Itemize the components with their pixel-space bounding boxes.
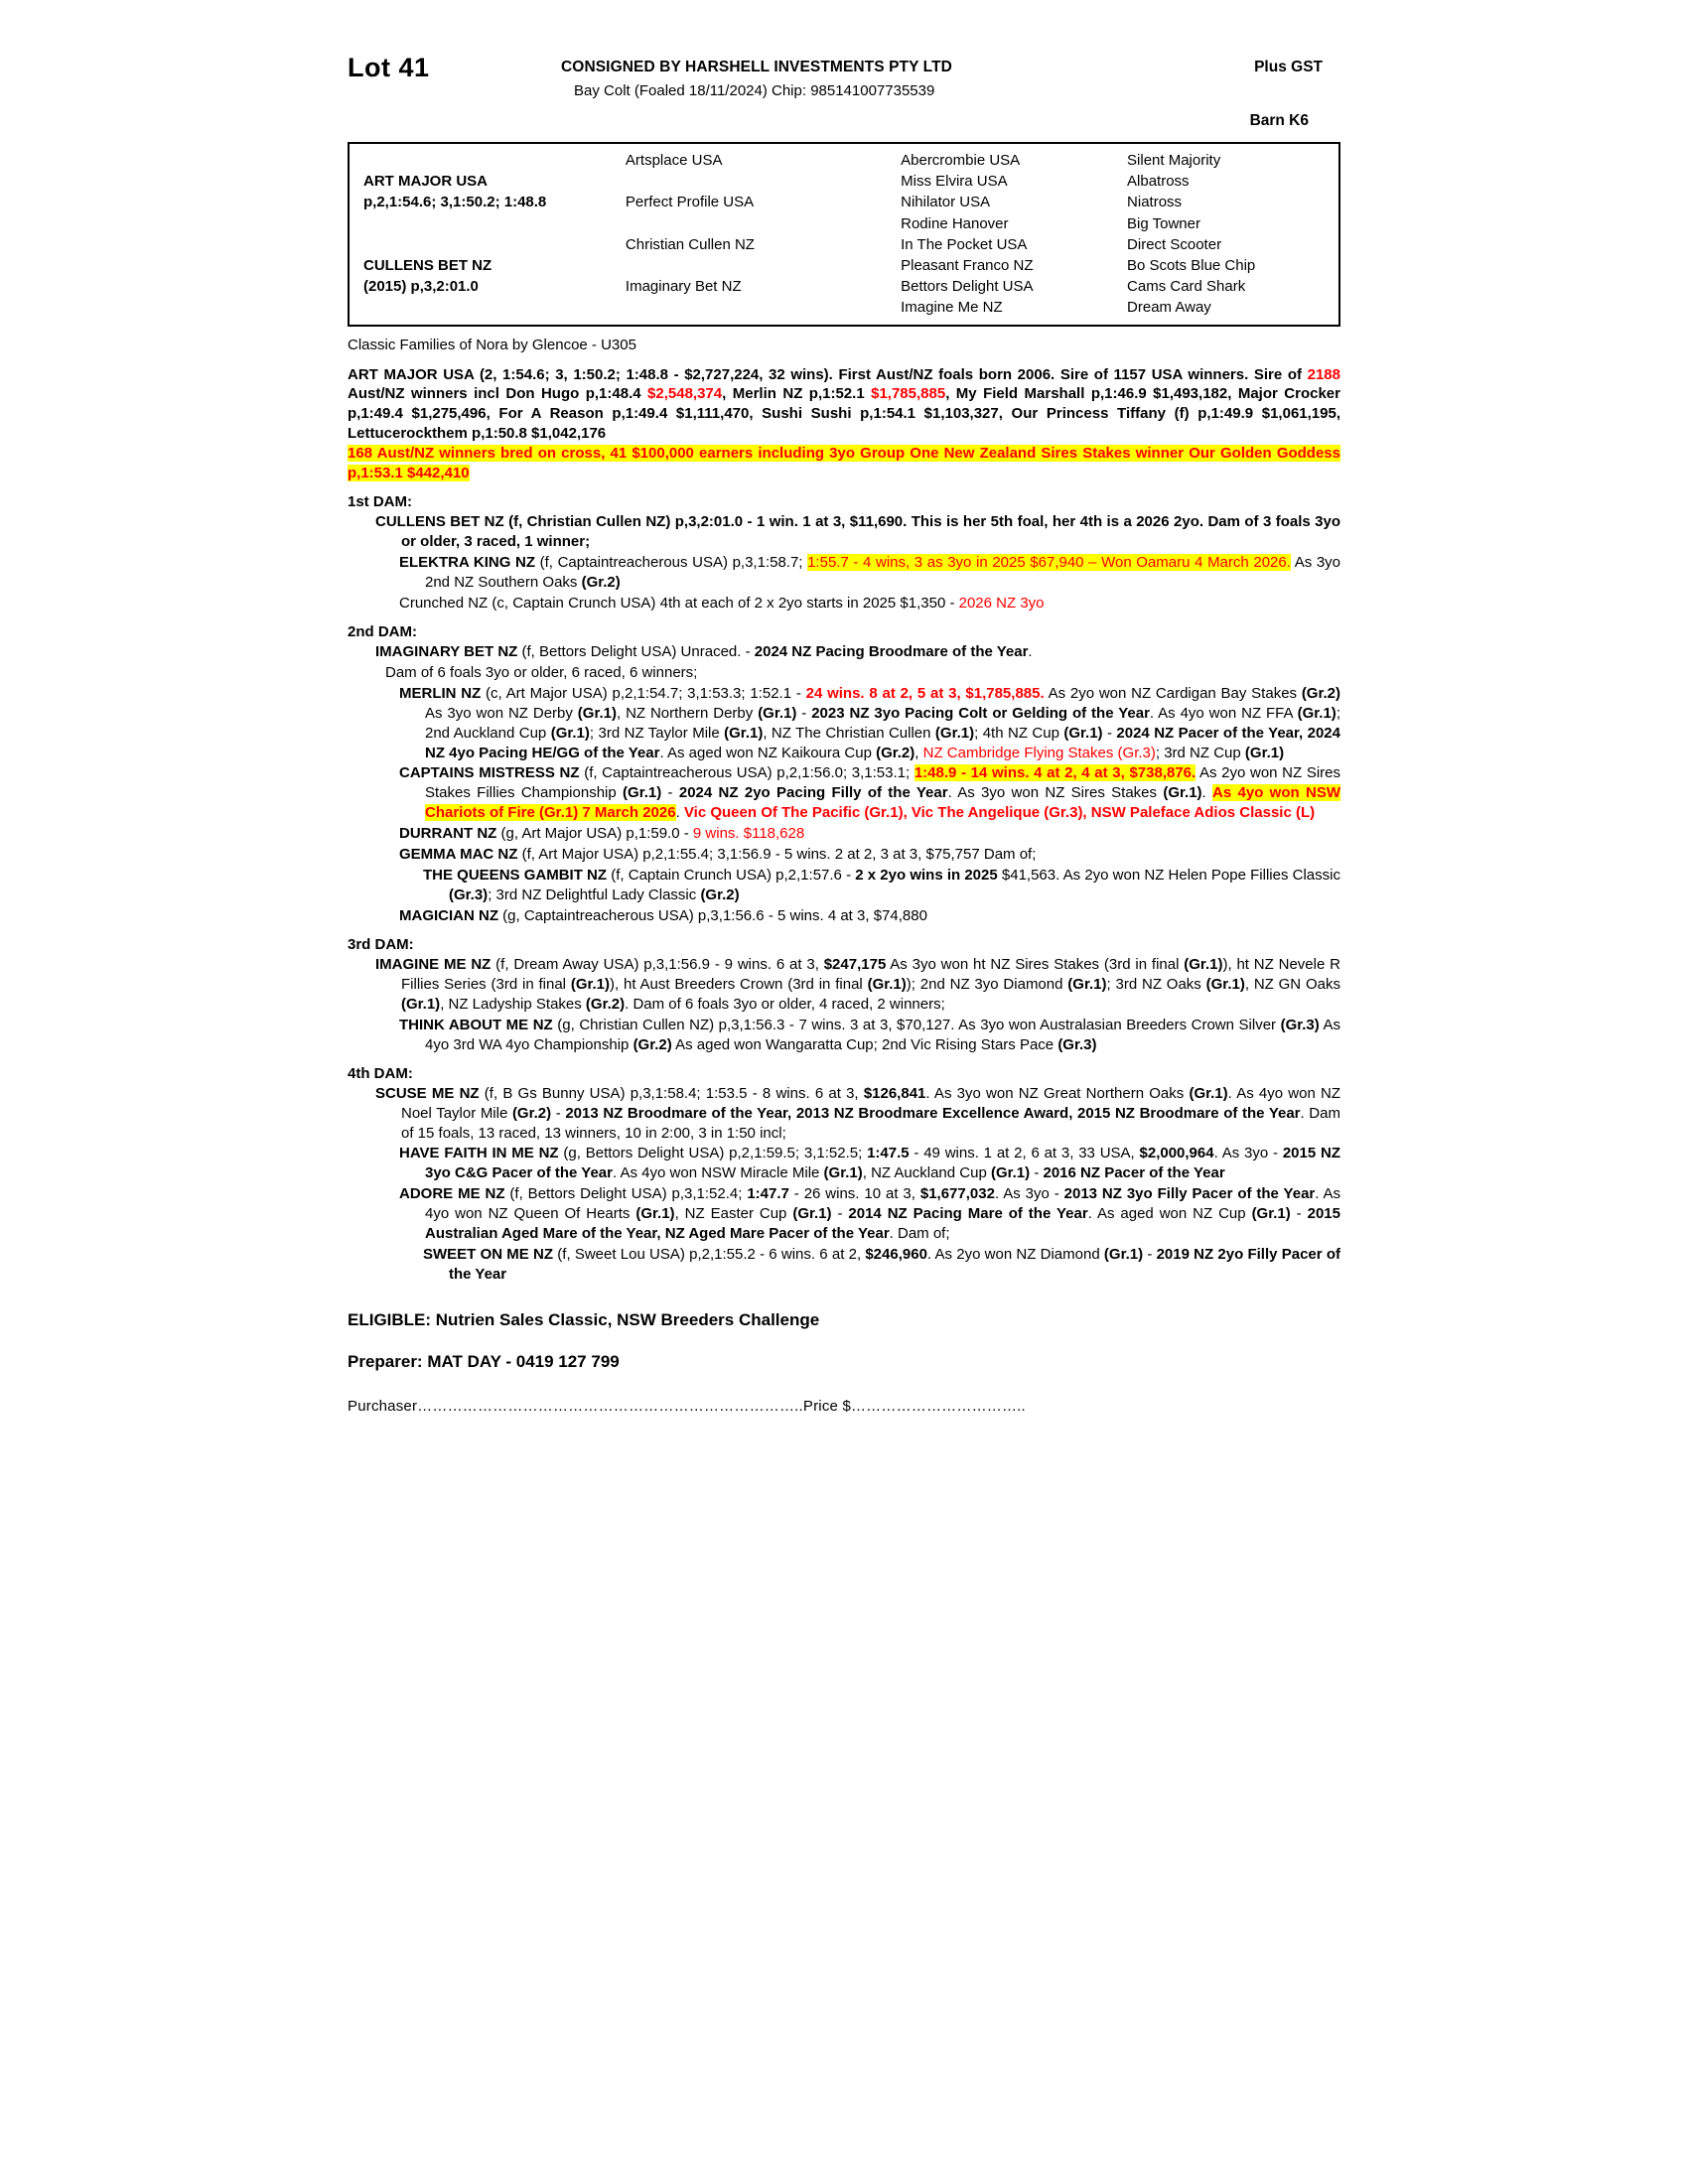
- pedigree-cell-sire-record: p,2,1:54.6; 3,1:50.2; 1:48.8: [363, 194, 547, 211]
- imagine-me-name: IMAGINE ME NZ: [375, 955, 492, 973]
- plus-gst-label: Plus GST: [1254, 59, 1323, 75]
- captains-mistress-name: CAPTAINS MISTRESS NZ: [399, 764, 580, 782]
- sweet-on-me-earnings: $246,960: [865, 1246, 927, 1264]
- have-faith-text-2: - 49 wins. 1 at 2, 6 at 3, 33 USA,: [909, 1145, 1140, 1162]
- merlin-text-1: (c, Art Major USA) p,2,1:54.7; 3,1:53.3; 1:52.1 -: [481, 684, 806, 702]
- pedigree-cell-gen3: Nihilator USA: [901, 194, 991, 211]
- merlin-grade-7: (Gr.1): [934, 724, 975, 742]
- merlin-grade-8: (Gr.1): [1063, 724, 1103, 742]
- merlin-grade-10: (Gr.1): [1244, 744, 1285, 761]
- merlin-grade-4: (Gr.1): [1297, 704, 1336, 722]
- imaginary-bet-award: 2024 NZ Pacing Broodmare of the Year: [754, 642, 1029, 660]
- merlin-grade-3: (Gr.1): [758, 704, 797, 722]
- pedigree-cell-sire-name: ART MAJOR USA: [363, 173, 489, 191]
- merlin-text-6: . As 4yo won NZ FFA: [1149, 704, 1298, 722]
- captains-mistress-grade-2: (Gr.1): [1163, 784, 1202, 802]
- scuse-me-awards: 2013 NZ Broodmare of the Year, 2013 NZ Broodmare Excellence Award, 2015 NZ Broodmare of the Year: [565, 1104, 1301, 1122]
- merlin-grade-1: (Gr.2): [1301, 684, 1340, 702]
- pedigree-cell-gen4: Niatross: [1127, 194, 1183, 211]
- elektra-king-highlight: 1:55.7 - 4 wins, 3 as 3yo in 2025 $67,940 – Won Oamaru 4 March 2026.: [807, 554, 1291, 571]
- imagine-me-grade-1: (Gr.1): [1184, 955, 1223, 973]
- merlin-award-1: 2023 NZ 3yo Pacing Colt or Gelding of the Year: [811, 704, 1150, 722]
- durrant-text: (g, Art Major USA) p,1:59.0 -: [496, 825, 693, 843]
- think-about-me-name: THINK ABOUT ME NZ: [399, 1016, 553, 1033]
- scuse-me-text-1: (f, B Gs Bunny USA) p,3,1:58.4; 1:53.5 - 8 wins. 6 at 3,: [479, 1084, 864, 1102]
- imagine-me-text-5: ); 2nd NZ 3yo Diamond: [906, 975, 1068, 993]
- page-header: [348, 45, 1340, 134]
- consignor-line: CONSIGNED BY HARSHELL INVESTMENTS PTY LTD: [561, 59, 952, 75]
- pedigree-cell-gen2: [622, 255, 897, 276]
- captains-mistress-text-3: -: [661, 784, 679, 802]
- adore-me-grade-3: (Gr.1): [1251, 1205, 1291, 1223]
- pedigree-cell-gen2: [622, 297, 897, 318]
- adore-me-grade-1: (Gr.1): [635, 1205, 675, 1223]
- imagine-me-entry: [361, 955, 1340, 1015]
- classic-families-line: Classic Families of Nora by Glencoe - U305: [348, 336, 636, 353]
- merlin-text-3: As 3yo won NZ Derby: [425, 704, 578, 722]
- merlin-text-2: As 2yo won NZ Cardigan Bay Stakes: [1044, 684, 1302, 702]
- adore-me-award-2: 2014 NZ Pacing Mare of the Year: [848, 1205, 1088, 1223]
- pedigree-box: [348, 142, 1340, 327]
- pedigree-cell-gen4: Albatross: [1127, 173, 1190, 191]
- imagine-me-text-2: As 3yo won ht NZ Sires Stakes (3rd in final: [886, 955, 1185, 973]
- pedigree-cell-gen2: Christian Cullen NZ: [625, 235, 755, 253]
- durrant-wins-red: 9 wins. $118,628: [692, 825, 805, 843]
- purchaser-price-line: Purchaser…………………………………………………………………..Price $……………………………..: [348, 1398, 1026, 1415]
- captains-mistress-text-4: . As 3yo won NZ Sires Stakes: [947, 784, 1164, 802]
- table-row: [350, 297, 1338, 318]
- queens-gambit-grade-2: (Gr.2): [700, 887, 740, 904]
- pedigree-cell-gen2: [622, 171, 897, 192]
- adore-me-award-3: 2015 Australian Aged Mare of the Year, NZ Aged Mare Pacer of the Year: [425, 1205, 1340, 1243]
- captains-mistress-grade-1: (Gr.1): [623, 784, 662, 802]
- sweet-on-me-text-3: -: [1143, 1246, 1157, 1264]
- imaginary-bet-foals: [385, 663, 1340, 683]
- imaginary-bet-entry: [361, 642, 1340, 662]
- imagine-me-text-9: . Dam of 6 foals 3yo or older, 4 raced, 2 winners;: [625, 995, 945, 1013]
- imagine-me-text-7: , NZ GN Oaks: [1244, 975, 1340, 993]
- have-faith-in-me-entry: [385, 1144, 1340, 1183]
- merlin-text-5: -: [796, 704, 812, 722]
- merlin-text-9: , NZ The Christian Cullen: [763, 724, 935, 742]
- elektra-king-text-1: (f, Captaintreacherous USA) p,3,1:58.7;: [535, 554, 808, 571]
- imaginary-bet-text-1: (f, Bettors Delight USA) Unraced. -: [517, 642, 755, 660]
- pedigree-cell-gen3: Miss Elvira USA: [901, 173, 1008, 191]
- magician-name: MAGICIAN NZ: [399, 907, 498, 924]
- durrant-name: DURRANT NZ: [399, 825, 497, 843]
- pedigree-cell-gen4: Cams Card Shark: [1127, 278, 1246, 296]
- merlin-text-11: -: [1102, 724, 1117, 742]
- imagine-me-text-8: , NZ Ladyship Stakes: [440, 995, 586, 1013]
- horse-description: Bay Colt (Foaled 18/11/2024) Chip: 985141007735539: [574, 82, 935, 99]
- scuse-me-text-2: . As 3yo won NZ Great Northern Oaks: [925, 1084, 1190, 1102]
- imaginary-bet-foals-text: Dam of 6 foals 3yo or older, 6 raced, 6 winners;: [385, 663, 698, 681]
- have-faith-award-1: 2015 NZ 3yo C&G Pacer of the Year: [425, 1145, 1340, 1182]
- have-faith-mark: 1:47.5: [867, 1145, 910, 1162]
- pedigree-cell-gen3: Rodine Hanover: [901, 214, 1009, 232]
- elektra-king-entry: [385, 553, 1340, 593]
- merlin-entry: [385, 684, 1340, 763]
- captains-mistress-entry: [385, 763, 1340, 823]
- adore-me-text-4: . As 4yo won NZ Queen Of Hearts: [425, 1185, 1341, 1223]
- sweet-on-me-award: 2019 NZ 2yo Filly Pacer of the Year: [449, 1246, 1340, 1284]
- queens-gambit-text-3: ; 3rd NZ Delightful Lady Classic: [488, 887, 701, 904]
- elektra-king-text-2: As 3yo 2nd NZ Southern Oaks: [425, 554, 1341, 591]
- captains-mistress-text-1: (f, Captaintreacherous USA) p,2,1:56.0; 3,1:53.1;: [579, 764, 914, 782]
- sire-winners-count: 2188: [1307, 365, 1340, 383]
- merlin-text-14: ; 3rd NZ Cup: [1155, 744, 1245, 761]
- pedigree-cell-gen3: Pleasant Franco NZ: [901, 256, 1034, 274]
- queens-gambit-text-2: $41,563. As 2yo won NZ Helen Pope Fillies Classic: [997, 867, 1340, 885]
- merlin-name: MERLIN NZ: [399, 684, 482, 702]
- imaginary-bet-text-2: .: [1028, 642, 1033, 660]
- adore-me-entry: [385, 1184, 1340, 1244]
- merlin-text-13: ,: [914, 744, 923, 761]
- pedigree-cell-blank: [350, 234, 622, 255]
- scuse-me-entry: [361, 1084, 1340, 1144]
- crunched-text: Crunched NZ (c, Captain Crunch USA) 4th at each of 2 x 2yo starts in 2025 $1,350 -: [399, 594, 959, 612]
- think-about-me-text-1: (g, Christian Cullen NZ) p,3,1:56.3 - 7 wins. 3 at 3, $70,127. As 3yo won Australasian Breeders Crown Silver: [552, 1016, 1281, 1033]
- pedigree-cell-gen4: Bo Scots Blue Chip: [1127, 256, 1256, 274]
- fourth-dam-heading: 4th DAM:: [348, 1064, 413, 1082]
- imagine-me-text-4: ), ht Aust Breeders Crown (3rd in final: [610, 975, 868, 993]
- sire-text-4: , My Field Marshall p,1:46.9 $1,493,182, Major Crocker p,1:49.4 $1,275,496, For A Reason p,1:49.4 $1,111,470, Sushi Sushi p,1:54.1 $1,103,327, Our Princess Tiffany (f) p,1:49.9 $1,061,195, Lettucerockthem p,1:50.8 $1,042,176: [348, 385, 1340, 443]
- pedigree-cell-blank: [350, 213, 622, 234]
- preparer-line: Preparer: MAT DAY - 0419 127 799: [348, 1352, 620, 1371]
- adore-me-text-7: . As aged won NZ Cup: [1087, 1205, 1252, 1223]
- table-row: [350, 234, 1338, 255]
- have-faith-text-4: . As 4yo won NSW Miracle Mile: [612, 1164, 824, 1182]
- imagine-me-text-6: ; 3rd NZ Oaks: [1106, 975, 1206, 993]
- have-faith-earnings: $2,000,964: [1139, 1145, 1214, 1162]
- merlin-grade-9: (Gr.2): [876, 744, 915, 761]
- table-row: [350, 276, 1338, 297]
- scuse-me-grade-2: (Gr.2): [511, 1104, 552, 1122]
- merlin-text-10: ; 4th NZ Cup: [974, 724, 1064, 742]
- pedigree-table: [350, 150, 1338, 319]
- first-dam-entry: [361, 512, 1340, 552]
- imagine-me-text-3: ), ht NZ Nevele R Fillies Series (3rd in final: [401, 955, 1340, 993]
- sire-earnings-2: $1,785,885: [871, 385, 946, 403]
- first-dam-name-text: CULLENS BET NZ (f, Christian Cullen NZ) p,3,2:01.0 - 1 win. 1 at 3, $11,690. This is her 5th foal, her 4th is a 2026 2yo. Dam of 3 foals 3yo or older, 3 raced, 1 winner;: [375, 513, 1340, 551]
- crunched-status: 2026 NZ 3yo: [958, 594, 1045, 612]
- third-dam-heading: 3rd DAM:: [348, 935, 414, 953]
- eligible-line: ELIGIBLE: Nutrien Sales Classic, NSW Breeders Challenge: [348, 1310, 820, 1329]
- captains-mistress-highlight-1: 1:48.9 - 14 wins. 4 at 2, 4 at 3, $738,876.: [914, 764, 1196, 782]
- lot-number: Lot 41: [348, 53, 430, 82]
- scuse-me-text-5: . Dam of 15 foals, 13 raced, 13 winners, 10 in 2:00, 3 in 1:50 incl;: [401, 1104, 1340, 1142]
- imagine-me-earnings: $247,175: [823, 955, 887, 973]
- crunched-entry: [385, 594, 1340, 614]
- merlin-text-8: ; 3rd NZ Taylor Mile: [589, 724, 725, 742]
- merlin-text-7: ; 2nd Auckland Cup: [425, 704, 1340, 742]
- imagine-me-grade-3: (Gr.1): [867, 975, 907, 993]
- pedigree-cell-blank: [350, 297, 622, 318]
- table-row: [350, 192, 1338, 212]
- pedigree-cell-gen3: Imagine Me NZ: [901, 299, 1003, 317]
- pedigree-cell-gen2: Artsplace USA: [625, 152, 723, 169]
- think-about-me-text-3: As aged won Wangaratta Cup; 2nd Vic Rising Stars Pace: [671, 1035, 1058, 1053]
- scuse-me-name: SCUSE ME NZ: [375, 1084, 480, 1102]
- merlin-record-red: 24 wins. 8 at 2, 5 at 3, $1,785,885.: [805, 684, 1045, 702]
- imaginary-bet-name: IMAGINARY BET NZ: [375, 642, 518, 660]
- queens-gambit-name: THE QUEENS GAMBIT NZ: [423, 867, 608, 885]
- table-row: [350, 213, 1338, 234]
- sire-earnings-1: $2,548,374: [647, 385, 723, 403]
- imagine-me-grade-6: (Gr.1): [401, 995, 441, 1013]
- sweet-on-me-entry: [409, 1245, 1340, 1285]
- sire-cross-text: 168 Aust/NZ winners bred on cross, 41 $100,000 earners including 3yo Group One New Zealand Sires Stakes winner Our Golden Goddess p,1:53.1 $442,410: [348, 445, 1340, 482]
- captains-mistress-highlight-2: As 4yo won NSW Chariots of Fire (Gr.1) 7 March 2026: [425, 784, 1340, 822]
- have-faith-grade-2: (Gr.1): [990, 1164, 1031, 1182]
- table-row: [350, 171, 1338, 192]
- have-faith-grade-1: (Gr.1): [823, 1164, 863, 1182]
- think-about-me-grade-2: (Gr.2): [633, 1035, 672, 1053]
- adore-me-earnings: $1,677,032: [919, 1185, 995, 1203]
- think-about-me-text-2: As 4yo 3rd WA 4yo Championship: [425, 1016, 1340, 1053]
- have-faith-in-me-name: HAVE FAITH IN ME NZ: [399, 1145, 559, 1162]
- have-faith-award-2: 2016 NZ Pacer of the Year: [1043, 1164, 1225, 1182]
- captains-mistress-text-6: .: [675, 804, 684, 822]
- captains-mistress-text-5: .: [1201, 784, 1213, 802]
- table-row: [350, 255, 1338, 276]
- queens-gambit-text-1: (f, Captain Crunch USA) p,2,1:57.6 -: [607, 867, 856, 885]
- sire-cross-highlight: [348, 444, 1340, 483]
- second-dam-heading: 2nd DAM:: [348, 622, 417, 640]
- have-faith-text-1: (g, Bettors Delight USA) p,2,1:59.5; 3,1:52.5;: [558, 1145, 868, 1162]
- have-faith-text-6: -: [1030, 1164, 1044, 1182]
- barn-label: Barn K6: [1249, 112, 1309, 129]
- sweet-on-me-text-1: (f, Sweet Lou USA) p,2,1:55.2 - 6 wins. 6 at 2,: [553, 1246, 866, 1264]
- imagine-me-grade-2: (Gr.1): [570, 975, 611, 993]
- merlin-grade-6: (Gr.1): [724, 724, 764, 742]
- scuse-me-grade-1: (Gr.1): [1189, 1084, 1228, 1102]
- merlin-cambridge-red: NZ Cambridge Flying Stakes (Gr.3): [922, 744, 1156, 761]
- adore-me-text-6: -: [831, 1205, 849, 1223]
- gemma-mac-text: (f, Art Major USA) p,2,1:55.4; 3,1:56.9 - 5 wins. 2 at 2, 3 at 3, $75,757 Dam of;: [517, 846, 1037, 864]
- magician-text: (g, Captaintreacherous USA) p,3,1:56.6 - 5 wins. 4 at 3, $74,880: [498, 907, 927, 924]
- adore-me-grade-2: (Gr.1): [792, 1205, 832, 1223]
- pedigree-cell-gen3: In The Pocket USA: [901, 235, 1028, 253]
- merlin-award-2: 2024 NZ Pacer of the Year, 2024 NZ 4yo Pacing HE/GG of the Year: [425, 724, 1340, 761]
- adore-me-text-5: , NZ Easter Cup: [674, 1205, 793, 1223]
- sire-text-3: , Merlin NZ p,1:52.1: [722, 385, 872, 403]
- scuse-me-text-4: -: [551, 1104, 566, 1122]
- merlin-text-12: . As aged won NZ Kaikoura Cup: [659, 744, 877, 761]
- pedigree-cell-gen3: Abercrombie USA: [901, 152, 1021, 169]
- adore-me-text-9: . Dam of;: [889, 1225, 950, 1243]
- merlin-grade-5: (Gr.1): [550, 724, 590, 742]
- gemma-mac-name: GEMMA MAC NZ: [399, 846, 518, 864]
- imagine-me-grade-4: (Gr.1): [1067, 975, 1107, 993]
- sire-text-2: Aust/NZ winners incl Don Hugo p,1:48.4: [348, 385, 648, 403]
- elektra-king-name: ELEKTRA KING NZ: [399, 554, 536, 571]
- captains-mistress-award-1: 2024 NZ 2yo Pacing Filly of the Year: [678, 784, 948, 802]
- merlin-text-4: , NZ Northern Derby: [616, 704, 759, 722]
- have-faith-text-5: , NZ Auckland Cup: [862, 1164, 991, 1182]
- sire-text-1: ART MAJOR USA (2, 1:54.6; 3, 1:50.2; 1:48.8 - $2,727,224, 32 wins). First Aust/NZ foals born 2006. Sire of 1157 USA winners. Sire of: [348, 365, 1308, 383]
- elektra-king-grade: (Gr.2): [581, 573, 621, 591]
- adore-me-mark: 1:47.7: [747, 1185, 789, 1203]
- sweet-on-me-name: SWEET ON ME NZ: [423, 1246, 554, 1264]
- adore-me-text-3: . As 3yo -: [994, 1185, 1064, 1203]
- first-dam-heading: 1st DAM:: [348, 493, 413, 511]
- pedigree-cell-gen4: Silent Majority: [1127, 152, 1221, 169]
- have-faith-text-3: . As 3yo -: [1213, 1145, 1283, 1162]
- merlin-grade-2: (Gr.1): [577, 704, 617, 722]
- scuse-me-text-3: . As 4yo won NZ Noel Taylor Mile: [401, 1084, 1341, 1122]
- table-row: [350, 150, 1338, 171]
- pedigree-cell-gen3: Bettors Delight USA: [901, 278, 1034, 296]
- pedigree-cell-sire-col: [350, 150, 622, 171]
- queens-gambit-entry: [409, 866, 1340, 905]
- pedigree-cell-gen4: Dream Away: [1127, 299, 1211, 317]
- pedigree-cell-dam-name: CULLENS BET NZ: [363, 256, 492, 274]
- scuse-me-earnings: $126,841: [863, 1084, 926, 1102]
- durrant-entry: [385, 824, 1340, 844]
- queens-gambit-wins: 2 x 2yo wins in 2025: [855, 867, 998, 885]
- adore-me-text-1: (f, Bettors Delight USA) p,3,1:52.4;: [504, 1185, 748, 1203]
- think-about-me-grade-1: (Gr.3): [1280, 1016, 1320, 1033]
- sire-summary-paragraph: [348, 365, 1340, 445]
- captains-mistress-text-2: As 2yo won NZ Sires Stakes Fillies Championship: [425, 764, 1340, 802]
- magician-entry: [385, 906, 1340, 926]
- adore-me-text-2: - 26 wins. 10 at 3,: [788, 1185, 920, 1203]
- sweet-on-me-text-2: . As 2yo won NZ Diamond: [926, 1246, 1104, 1264]
- page-content: [348, 45, 1340, 1415]
- pedigree-cell-dam-record: (2015) p,3,2:01.0: [363, 278, 479, 296]
- gemma-mac-entry: [385, 845, 1340, 865]
- think-about-me-grade-3: (Gr.3): [1057, 1035, 1097, 1053]
- pedigree-cell-gen2: Imaginary Bet NZ: [625, 278, 742, 296]
- captains-mistress-red-wins: Vic Queen Of The Pacific (Gr.1), Vic The Angelique (Gr.3), NSW Paleface Adios Classic (L): [683, 804, 1316, 822]
- pedigree-cell-gen4: Big Towner: [1127, 214, 1200, 232]
- pedigree-cell-gen2: [622, 213, 897, 234]
- sweet-on-me-grade-1: (Gr.1): [1103, 1246, 1144, 1264]
- imagine-me-grade-7: (Gr.2): [585, 995, 626, 1013]
- think-about-me-entry: [385, 1016, 1340, 1055]
- pedigree-cell-gen2: Perfect Profile USA: [625, 194, 755, 211]
- pedigree-cell-gen4: Direct Scooter: [1127, 235, 1222, 253]
- adore-me-award-1: 2013 NZ 3yo Filly Pacer of the Year: [1063, 1185, 1316, 1203]
- adore-me-text-8: -: [1290, 1205, 1308, 1223]
- queens-gambit-grade-1: (Gr.3): [449, 887, 489, 904]
- imagine-me-grade-5: (Gr.1): [1205, 975, 1245, 993]
- adore-me-name: ADORE ME NZ: [399, 1185, 505, 1203]
- imagine-me-text-1: (f, Dream Away USA) p,3,1:56.9 - 9 wins. 6 at 3,: [491, 955, 824, 973]
